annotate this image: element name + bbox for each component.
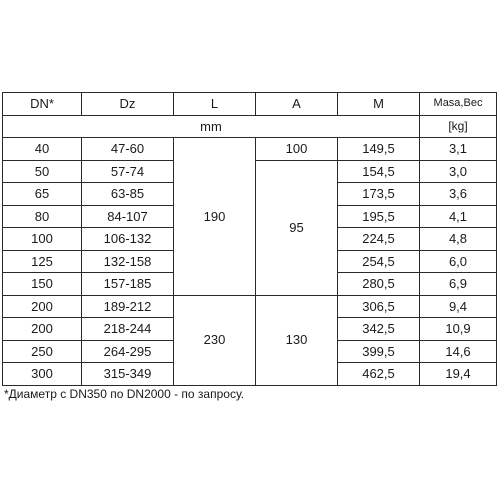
m-cell: 280,5 bbox=[338, 273, 420, 296]
mass-cell: 4,1 bbox=[420, 205, 497, 228]
dn-cell: 125 bbox=[3, 250, 82, 273]
mass-cell: 3,0 bbox=[420, 160, 497, 183]
dimensions-table bbox=[2, 92, 497, 386]
column-header-a: A bbox=[256, 93, 338, 116]
m-cell: 399,5 bbox=[338, 340, 420, 363]
dz-cell: 106-132 bbox=[82, 228, 174, 251]
m-cell: 254,5 bbox=[338, 250, 420, 273]
dz-cell: 132-158 bbox=[82, 250, 174, 273]
unit-kg: [kg] bbox=[420, 115, 497, 138]
mass-cell: 10,9 bbox=[420, 318, 497, 341]
table-row bbox=[3, 138, 497, 161]
dn-cell: 250 bbox=[3, 340, 82, 363]
mass-cell: 19,4 bbox=[420, 363, 497, 386]
unit-mm: mm bbox=[3, 115, 420, 138]
header-row bbox=[3, 93, 497, 116]
dz-cell: 63-85 bbox=[82, 183, 174, 206]
m-cell: 154,5 bbox=[338, 160, 420, 183]
mass-cell: 3,1 bbox=[420, 138, 497, 161]
m-cell: 149,5 bbox=[338, 138, 420, 161]
column-header-dz: Dz bbox=[82, 93, 174, 116]
mass-cell: 6,0 bbox=[420, 250, 497, 273]
column-header-dn: DN* bbox=[3, 93, 82, 116]
m-cell: 173,5 bbox=[338, 183, 420, 206]
a-cell-group1: 95 bbox=[256, 160, 338, 295]
dn-cell: 80 bbox=[3, 205, 82, 228]
m-cell: 195,5 bbox=[338, 205, 420, 228]
dn-cell: 100 bbox=[3, 228, 82, 251]
dz-cell: 47-60 bbox=[82, 138, 174, 161]
dz-cell: 57-74 bbox=[82, 160, 174, 183]
column-header-m: M bbox=[338, 93, 420, 116]
dn-cell: 200 bbox=[3, 295, 82, 318]
dn-cell: 50 bbox=[3, 160, 82, 183]
mass-cell: 3,6 bbox=[420, 183, 497, 206]
units-row bbox=[3, 115, 497, 138]
l-cell-group2: 230 bbox=[174, 295, 256, 385]
column-header-l: L bbox=[174, 93, 256, 116]
dn-cell: 65 bbox=[3, 183, 82, 206]
a-cell-group2: 130 bbox=[256, 295, 338, 385]
m-cell: 224,5 bbox=[338, 228, 420, 251]
dz-cell: 84-107 bbox=[82, 205, 174, 228]
dz-cell: 157-185 bbox=[82, 273, 174, 296]
dz-cell: 315-349 bbox=[82, 363, 174, 386]
mass-cell: 14,6 bbox=[420, 340, 497, 363]
table-row bbox=[3, 295, 497, 318]
dn-cell: 40 bbox=[3, 138, 82, 161]
dz-cell: 218-244 bbox=[82, 318, 174, 341]
m-cell: 342,5 bbox=[338, 318, 420, 341]
dn-cell: 300 bbox=[3, 363, 82, 386]
mass-cell: 6,9 bbox=[420, 273, 497, 296]
mass-cell: 4,8 bbox=[420, 228, 497, 251]
dn-cell: 150 bbox=[3, 273, 82, 296]
m-cell: 462,5 bbox=[338, 363, 420, 386]
l-cell-group1: 190 bbox=[174, 138, 256, 296]
dz-cell: 189-212 bbox=[82, 295, 174, 318]
dn-cell: 200 bbox=[3, 318, 82, 341]
column-header-mass: Masa,Bec bbox=[420, 93, 497, 116]
footnote: *Диаметр с DN350 по DN2000 - по запросу. bbox=[4, 387, 245, 401]
m-cell: 306,5 bbox=[338, 295, 420, 318]
a-cell-first: 100 bbox=[256, 138, 338, 161]
mass-cell: 9,4 bbox=[420, 295, 497, 318]
dz-cell: 264-295 bbox=[82, 340, 174, 363]
